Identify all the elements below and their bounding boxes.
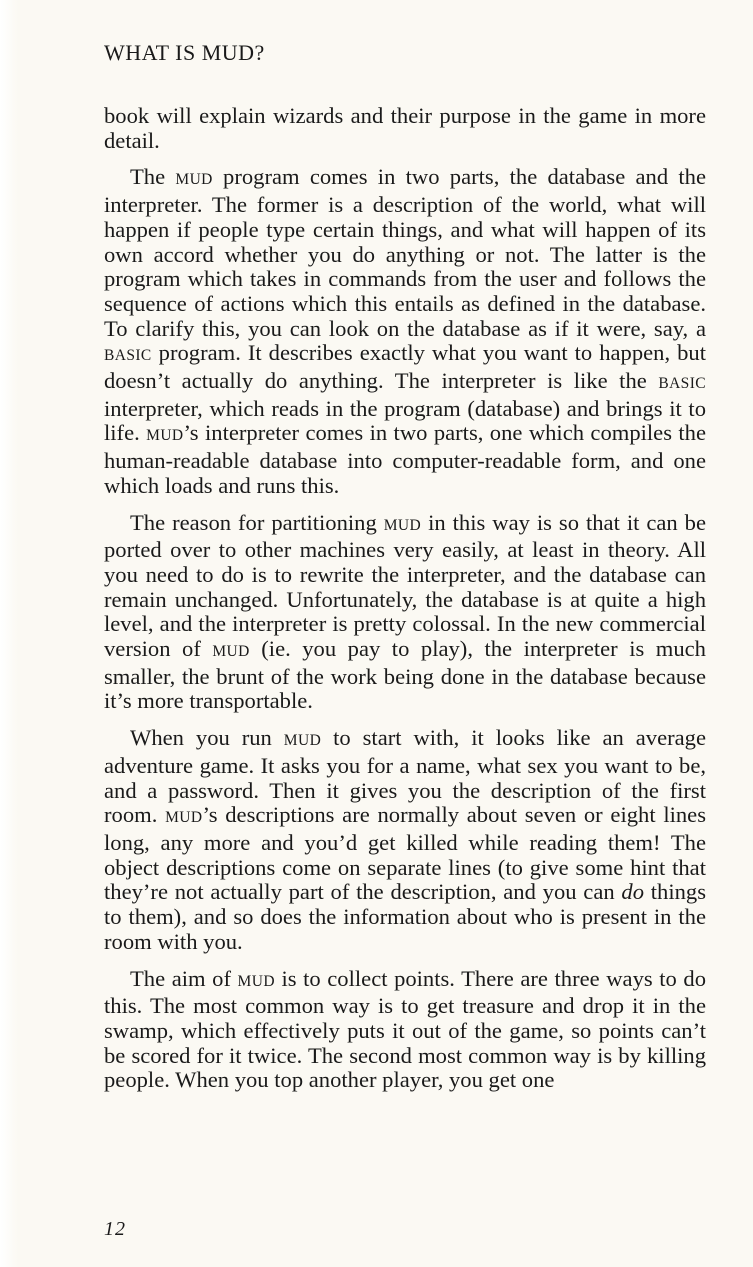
body-text: [104, 104, 706, 1105]
text-run: The aim of: [130, 965, 238, 991]
small-caps-term: MUD: [283, 732, 322, 750]
running-head: WHAT IS MUD?: [104, 40, 265, 65]
text-run: (ie. you pay to play), the interpreter is much smaller, the brunt of the work being done in the database because it’s more transportable.: [104, 636, 706, 714]
small-caps-term: MUD: [165, 809, 203, 827]
small-caps-term: BASIC: [658, 375, 706, 393]
text-run: things to them), and so does the information about who is present in the room with you.: [104, 879, 706, 954]
text-run: to start with, it looks like an average adventure game. It asks you for a name, what sex you want to be, and a password. Then it gives you the description of the first room.: [104, 725, 706, 828]
paragraph: [104, 726, 706, 954]
page-number: 12: [104, 1218, 126, 1240]
small-caps-term: MUD: [175, 171, 213, 189]
text-run: book will explain wizards and their purpose in the game in more detail.: [104, 103, 706, 153]
text-run: ’s interpreter comes in two parts, one which compiles the human-readable database into computer-readable form, and one which loads and runs this.: [104, 420, 706, 498]
text-run: interpreter, which reads in the program (database) and brings it to life.: [104, 395, 706, 446]
small-caps-term: MUD: [212, 643, 250, 661]
page-gutter: [0, 0, 18, 1267]
small-caps-term: MUD: [146, 427, 184, 445]
text-run: ’s descriptions are normally about seven or eight lines long, any more and you’d get killed while reading them! The object descriptions come on separate lines (to give some hint that they’re not actually part of the description, and you can: [104, 802, 706, 905]
small-caps-term: MUD: [237, 972, 275, 990]
small-caps-term: MUD: [383, 516, 422, 534]
text-run: program comes in two parts, the database and the interpreter. The former is a description of the world, what will happen if people type certain things, and what will happen of its own accord whether you do anything or not. The latter is the program which takes in commands from the user and follows the sequence of actions which this entails as defined in the database. To clarify this, you can look on the database as if it were, say, a: [104, 164, 706, 341]
text-run: The: [130, 164, 176, 190]
italic-emphasis: do: [621, 879, 644, 905]
paragraph: [104, 967, 706, 1094]
text-run: is to collect points. There are three ways to do this. The most common way is to get treasure and drop it in the swamp, which effectively puts it out of the game, so points can’t be scored for it twice. The second most common way is by killing people. When you top another player, you get one: [104, 965, 706, 1093]
small-caps-term: BASIC: [104, 347, 152, 365]
paragraph: [104, 104, 706, 153]
text-run: in this way is so that it can be ported over to other machines very easily, at least in theory. All you need to do is to rewrite the interpreter, and the database can remain unchanged. Unfortunately, the database is at quite a high level, and the interpreter is pretty colossal. In the new commercial version of: [104, 509, 706, 662]
paragraph: [104, 165, 706, 498]
text-run: When you run: [130, 725, 284, 751]
text-run: The reason for partitioning: [130, 509, 384, 535]
text-run: program. It describes exactly what you want to happen, but doesn’t actually do anything. The interpreter is like the: [104, 340, 706, 394]
paragraph: [104, 511, 706, 715]
